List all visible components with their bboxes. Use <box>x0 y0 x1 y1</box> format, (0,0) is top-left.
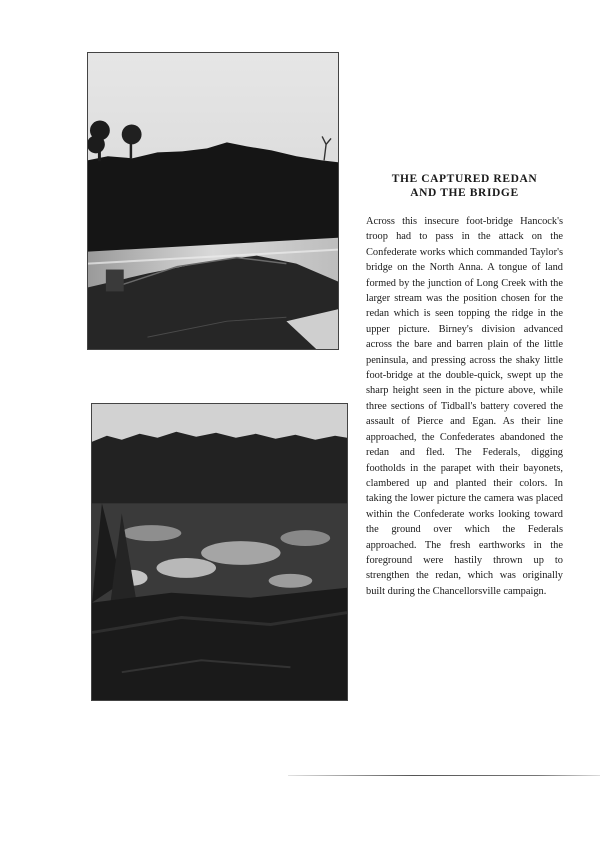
upper-photograph-redan-ridge <box>87 52 339 350</box>
caption-title-line-2: AND THE BRIDGE <box>410 187 519 199</box>
caption-title <box>366 172 563 200</box>
lower-photograph-earthworks <box>91 403 348 701</box>
redan-ridge-image <box>88 53 338 349</box>
caption-body-text: Across this insecure foot-bridge Hancock's troop had to pass in the attack on the Confederate works which commanded Taylor's bridge on the North Anna. A tongue of land formed by the junction of Long Creek with the larger stream was the position chosen for the redan which is seen topping the ridge in the upper picture. Birney's division advanced across the bare and barren plain of the little peninsula, and pressing across the shaky little foot-bridge at the double-quick, swept up the sharp height seen in the picture above, while three sections of Tidball's battery covered the assault of Pierce and Egan. As their line approached, the Confederates abandoned the redan and fled. The Federals, digging footholds in the parapet with their bayonets, clambered up and planted their colors. In taking the lower picture the camera was placed within the Confederate works looking toward the ground over which the Federals approached. The fresh earthworks in the foreground were hastily thrown up to strengthen the redan, which was originally built during the Chancellorsville campaign. <box>366 216 563 597</box>
page-edge-rule <box>288 775 600 776</box>
caption-title-line-1: THE CAPTURED REDAN <box>391 173 538 185</box>
photo-caption <box>366 172 563 599</box>
earthworks-image <box>92 404 347 700</box>
